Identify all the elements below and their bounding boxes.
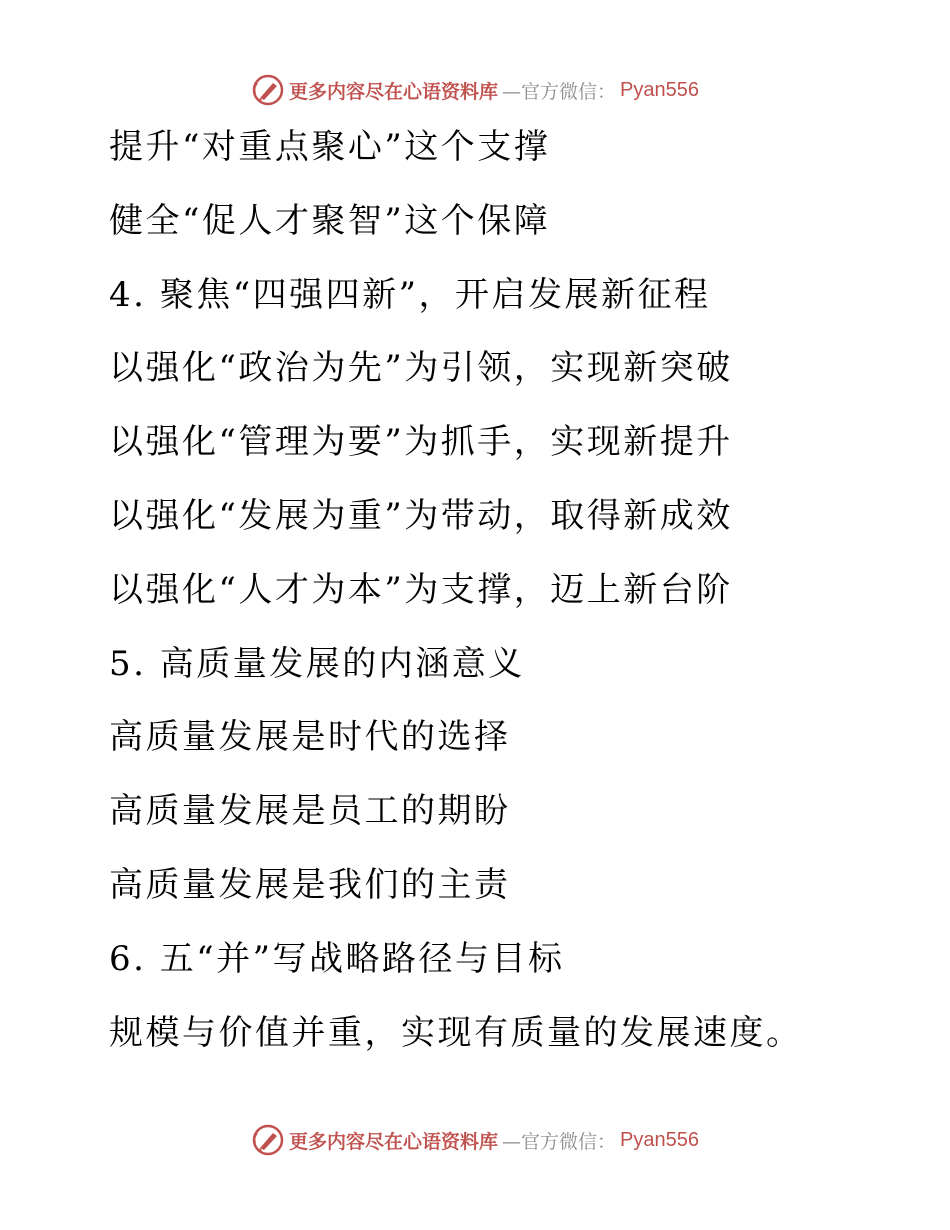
text-line: 健全“促人才聚智”这个保障 <box>109 200 551 241</box>
footer-banner <box>0 1120 950 1160</box>
text-line: 以强化“政治为先”为引领，实现新突破 <box>109 348 733 389</box>
watermark-banner <box>251 73 699 107</box>
text-line: 以强化“管理为要”为抓手，实现新提升 <box>109 422 733 463</box>
text-line: 高质量发展是时代的选择 <box>109 717 511 758</box>
section-heading: 4. 聚焦“四强四新”，开启发展新征程 <box>109 274 711 315</box>
pen-circle-logo-icon <box>251 73 285 107</box>
text-line: 以强化“人才为本”为支撑，迈上新台阶 <box>109 569 733 610</box>
banner-separator-text: —官方微信： <box>502 80 617 103</box>
text-line: 高质量发展是员工的期盼 <box>109 791 511 832</box>
document-body <box>109 120 909 1079</box>
banner-wechat-id: Pyan556 <box>620 1128 699 1151</box>
text-line: 高质量发展是我们的主责 <box>109 864 511 905</box>
text-line: 以强化“发展为重”为带动，取得新成效 <box>109 495 733 536</box>
header-banner <box>0 70 950 110</box>
section-heading: 6. 五“并”写战略路径与目标 <box>109 938 565 979</box>
watermark-banner <box>251 1123 699 1157</box>
text-line: 规模与价值并重，实现有质量的发展速度。 <box>109 1012 803 1053</box>
banner-wechat-id: Pyan556 <box>620 78 699 101</box>
banner-main-text: 更多内容尽在心语资料库 <box>289 1130 499 1153</box>
banner-separator-text: —官方微信： <box>502 1130 617 1153</box>
section-heading: 5. 高质量发展的内涵意义 <box>109 643 525 684</box>
pen-circle-logo-icon <box>251 1123 285 1157</box>
text-line: 提升“对重点聚心”这个支撑 <box>109 127 551 167</box>
banner-main-text: 更多内容尽在心语资料库 <box>289 80 499 103</box>
